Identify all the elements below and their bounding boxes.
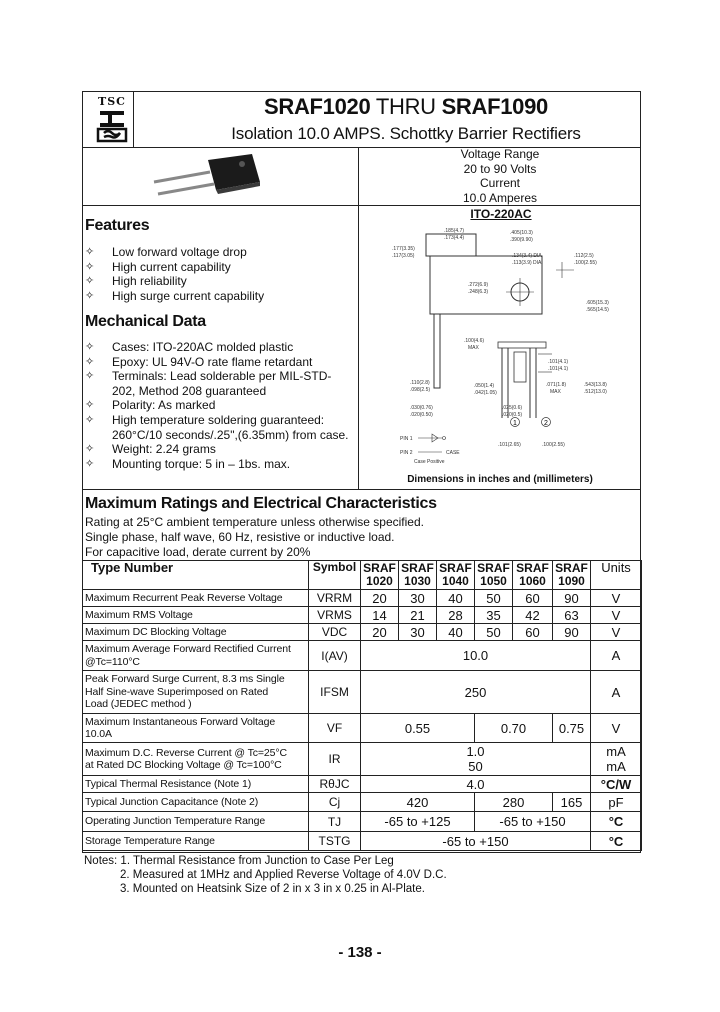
package-dimension-drawing — [362, 222, 638, 474]
value-cell: 40 — [437, 624, 475, 641]
bullet-icon: ✧ — [85, 341, 95, 353]
table-row — [83, 590, 642, 607]
value-cell: 30 — [399, 624, 437, 641]
svg-text:.173(4.4): .173(4.4) — [444, 235, 465, 241]
value-cell: 40 — [437, 590, 475, 607]
param-cell: Typical Junction Capacitance (Note 2) — [83, 793, 309, 812]
param-cell: Maximum RMS Voltage — [83, 607, 309, 624]
unit-cell: mA mA — [591, 743, 642, 776]
units-header: Units — [591, 561, 642, 590]
value-cell: 165 — [553, 793, 591, 812]
bullet-icon: ✧ — [85, 370, 95, 383]
value-cell: 4.0 — [361, 776, 591, 793]
rating-condition-2: Single phase, half wave, 60 Hz, resistive or inductive load. — [85, 530, 395, 544]
svg-text:.020(0.50): .020(0.50) — [410, 412, 433, 418]
svg-text:.100(2.55): .100(2.55) — [574, 260, 597, 266]
svg-text:.272(6.9): .272(6.9) — [468, 282, 489, 288]
spec-summary — [412, 147, 588, 205]
page-subtitle: Isolation 10.0 AMPS. Schottky Barrier Rectifiers — [231, 124, 581, 143]
logo-divider — [133, 91, 134, 147]
mechanical-heading: Mechanical Data — [85, 313, 206, 330]
bullet-icon: ✧ — [85, 457, 95, 470]
table-row — [83, 607, 642, 624]
value-cell: 90 — [553, 624, 591, 641]
table-row — [83, 793, 642, 812]
unit-cell: °C/W — [591, 776, 642, 793]
list-item: ✧ Polarity: As marked — [85, 398, 216, 413]
pin1-label: PIN 1 — [400, 436, 413, 442]
list-item: ✧ Cases: ITO-220AC molded plastic — [85, 340, 294, 354]
unit-cell: A — [591, 671, 642, 714]
bullet-icon: ✧ — [85, 275, 95, 288]
svg-text:.390(9.90): .390(9.90) — [510, 237, 533, 243]
value-cell: 14 — [361, 607, 399, 624]
param-cell: Storage Temperature Range — [83, 832, 309, 851]
features-heading: Features — [85, 217, 150, 234]
ratings-table — [82, 560, 642, 851]
voltage-range-value: 20 to 90 Volts — [463, 161, 537, 176]
svg-text:.042(1.05): .042(1.05) — [474, 390, 497, 396]
symbol-cell: I(AV) — [309, 641, 361, 671]
list-item: ✧ High reliability — [85, 274, 187, 289]
unit-cell: V — [591, 714, 642, 743]
svg-text:.405(10.3): .405(10.3) — [510, 230, 533, 236]
list-item: ✧ Epoxy: UL 94V-O rate flame retardant — [85, 354, 313, 369]
symbol-cell: IFSM — [309, 671, 361, 714]
value-cell: 90 — [553, 590, 591, 607]
svg-text:.101(4.1): .101(4.1) — [548, 366, 569, 372]
unit-cell: V — [591, 607, 642, 624]
note-1: Notes: 1. Thermal Resistance from Junction to Case Per Leg — [84, 855, 394, 867]
unit-cell: V — [591, 590, 642, 607]
dimension-caption: Dimensions in inches and (millimeters) — [407, 474, 593, 485]
svg-text:.543(13.8): .543(13.8) — [584, 382, 607, 388]
value-cell: 60 — [513, 590, 553, 607]
value-cell: 420 — [361, 793, 475, 812]
list-item: ✧ Low forward voltage drop — [85, 245, 247, 259]
voltage-range-label: Voltage Range — [460, 147, 540, 161]
bullet-icon: ✧ — [85, 289, 95, 302]
notes — [84, 854, 447, 896]
svg-text:.050(1.4): .050(1.4) — [474, 383, 495, 389]
svg-text:.071(1.8): .071(1.8) — [546, 382, 567, 388]
middle-divider — [358, 147, 359, 489]
svg-text:.117(3.05): .117(3.05) — [392, 253, 415, 259]
list-item: ✧ Terminals: Lead solderable per MIL-STD-202, Method 208 guaranteed — [85, 369, 332, 398]
value-cell: 30 — [399, 590, 437, 607]
svg-text:.110(2.8): .110(2.8) — [410, 380, 430, 386]
value-cell: 1.0 50 — [361, 743, 591, 776]
svg-text:.605(15.3): .605(15.3) — [586, 300, 609, 306]
features-list — [85, 245, 355, 303]
table-row — [83, 671, 642, 714]
svg-text:.101(2.65): .101(2.65) — [498, 442, 521, 448]
svg-text:.030(0.76): .030(0.76) — [410, 405, 433, 411]
param-cell: Maximum D.C. Reverse Current @ Tc=25°C at Rated DC Blocking Voltage @ Tc=100°C — [83, 743, 309, 776]
svg-text:.025(0.6): .025(0.6) — [502, 405, 523, 411]
title-model-end: SRAF1090 — [441, 94, 548, 119]
param-cell: Maximum DC Blocking Voltage — [83, 624, 309, 641]
value-cell: 28 — [437, 607, 475, 624]
table-header-row — [83, 561, 642, 590]
current-label: Current — [479, 176, 520, 190]
svg-text:.100(4.6): .100(4.6) — [464, 338, 485, 344]
unit-cell: A — [591, 641, 642, 671]
unit-cell: °C — [591, 812, 642, 832]
value-cell: 0.70 — [475, 714, 553, 743]
current-value: 10.0 Amperes — [462, 190, 538, 205]
model-header: SRAF 1060 — [513, 561, 553, 590]
svg-text:.112(2.5): .112(2.5) — [574, 253, 594, 259]
symbol-cell: RθJC — [309, 776, 361, 793]
value-cell: -65 to +150 — [361, 832, 591, 851]
value-cell: 20 — [361, 624, 399, 641]
value-cell: 50 — [475, 590, 513, 607]
model-header: SRAF 1090 — [553, 561, 591, 590]
svg-text:.101(4.1): .101(4.1) — [548, 359, 569, 365]
note-2: 2. Measured at 1MHz and Applied Reverse Voltage of 4.0V D.C. — [120, 869, 447, 881]
param-cell: Peak Forward Surge Current, 8.3 ms Single Half Sine-wave Superimposed on Rated Load (JEDEC method ) — [83, 671, 309, 714]
case-label: CASE — [446, 450, 460, 456]
lead-2-label: 2 — [544, 420, 548, 427]
svg-text:.248(6.3): .248(6.3) — [468, 289, 489, 295]
unit-cell: V — [591, 624, 642, 641]
page-number: - 138 - — [338, 944, 382, 961]
bullet-icon: ✧ — [85, 246, 95, 258]
svg-text:MAX: MAX — [468, 345, 479, 351]
list-item: ✧ Mounting torque: 5 in – 1bs. max. — [85, 456, 291, 471]
list-item: ✧ High temperature soldering guaranteed: 260°C/10 seconds/.25",(6.35mm) from case. — [85, 412, 349, 442]
symbol-cell: TSTG — [309, 832, 361, 851]
value-cell: 21 — [399, 607, 437, 624]
value-cell: 250 — [361, 671, 591, 714]
ratings-divider — [82, 489, 641, 490]
list-item: ✧ High surge current capability — [85, 288, 265, 303]
list-item: ✧ High current capability — [85, 259, 231, 274]
table-row — [83, 714, 642, 743]
bullet-icon: ✧ — [85, 399, 95, 412]
svg-text:.134(3.4) DIA: .134(3.4) DIA — [512, 253, 542, 259]
svg-text:.020(0.5): .020(0.5) — [502, 412, 523, 418]
param-cell: Typical Thermal Resistance (Note 1) — [83, 776, 309, 793]
case-positive-label: Case Positive — [414, 459, 445, 465]
model-header: SRAF 1050 — [475, 561, 513, 590]
ratings-conditions — [85, 515, 424, 560]
mechanical-list — [85, 340, 353, 471]
symbol-cell: VRRM — [309, 590, 361, 607]
symbol-cell: IR — [309, 743, 361, 776]
svg-text:.098(2.5): .098(2.5) — [410, 387, 431, 393]
value-cell: 0.55 — [361, 714, 475, 743]
rating-condition-3: For capacitive load, derate current by 20% — [85, 545, 311, 559]
value-cell: 42 — [513, 607, 553, 624]
title-model-start: SRAF1020 — [263, 94, 371, 119]
value-cell: 280 — [475, 793, 553, 812]
param-cell: Operating Junction Temperature Range — [83, 812, 309, 832]
value-cell: 63 — [553, 607, 591, 624]
unit-cell: °C — [591, 832, 642, 851]
model-header: SRAF 1040 — [437, 561, 475, 590]
table-row — [83, 776, 642, 793]
bullet-icon: ✧ — [85, 443, 95, 456]
type-number-header: Type Number — [83, 561, 309, 590]
table-row — [83, 624, 642, 641]
table-row — [83, 641, 642, 671]
svg-text:.512(13.0): .512(13.0) — [584, 389, 607, 395]
svg-text:.565(14.5): .565(14.5) — [586, 307, 609, 313]
page-title — [180, 94, 632, 120]
symbol-cell: Cj — [309, 793, 361, 812]
bullet-icon: ✧ — [85, 355, 95, 368]
logo-text: TSC — [98, 95, 126, 108]
symbol-cell: VF — [309, 714, 361, 743]
value-cell: 0.75 — [553, 714, 591, 743]
component-photo-icon — [148, 152, 268, 198]
symbol-header: Symbol — [309, 561, 361, 590]
pin2-label: PIN 2 — [400, 450, 413, 456]
title-thru: THRU — [370, 94, 442, 119]
package-title: ITO-220AC — [470, 207, 532, 221]
value-cell: 50 — [475, 624, 513, 641]
model-header: SRAF 1020 — [361, 561, 399, 590]
unit-cell: pF — [591, 793, 642, 812]
spec-divider — [82, 205, 641, 206]
param-cell: Maximum Recurrent Peak Reverse Voltage — [83, 590, 309, 607]
value-cell: 35 — [475, 607, 513, 624]
value-cell: -65 to +125 — [361, 812, 475, 832]
note-3: 3. Mounted on Heatsink Size of 2 in x 3 in x 0.25 in Al-Plate. — [120, 883, 425, 895]
svg-text:.100(2.55): .100(2.55) — [542, 442, 565, 448]
ratings-heading: Maximum Ratings and Electrical Characteristics — [85, 495, 437, 512]
bullet-icon: ✧ — [85, 260, 95, 273]
param-cell: Maximum Instantaneous Forward Voltage 10.0A — [83, 714, 309, 743]
table-row — [83, 812, 642, 832]
svg-text:.177(3.35): .177(3.35) — [392, 246, 415, 252]
svg-text:.185(4.7): .185(4.7) — [444, 228, 465, 234]
symbol-cell: VDC — [309, 624, 361, 641]
param-cell: Maximum Average Forward Rectified Current @Tc=110°C — [83, 641, 309, 671]
bullet-icon: ✧ — [85, 413, 95, 426]
lead-1-label: 1 — [513, 420, 517, 427]
model-header: SRAF 1030 — [399, 561, 437, 590]
table-row — [83, 743, 642, 776]
value-cell: 60 — [513, 624, 553, 641]
symbol-cell: VRMS — [309, 607, 361, 624]
tsc-logo-icon — [94, 109, 130, 143]
table-row — [83, 832, 642, 851]
list-item: ✧ Weight: 2.24 grams — [85, 442, 216, 457]
svg-text:MAX: MAX — [550, 389, 561, 395]
svg-text:.113(3.9) DIA: .113(3.9) DIA — [512, 260, 542, 266]
value-cell: 10.0 — [361, 641, 591, 671]
rating-condition-1: Rating at 25°C ambient temperature unless otherwise specified. — [85, 515, 424, 529]
symbol-cell: TJ — [309, 812, 361, 832]
value-cell: 20 — [361, 590, 399, 607]
value-cell: -65 to +150 — [475, 812, 591, 832]
